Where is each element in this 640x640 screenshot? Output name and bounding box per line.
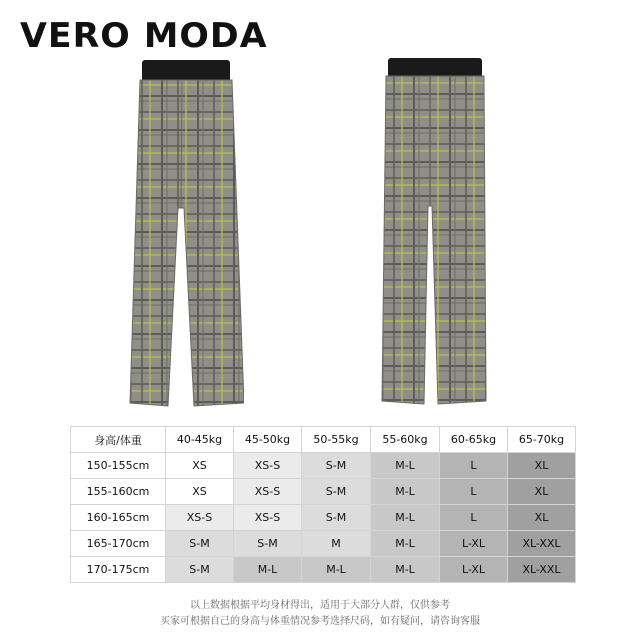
size-cell: L-XL	[440, 557, 508, 583]
weight-column-header: 45-50kg	[234, 427, 302, 453]
size-cell: XL	[508, 479, 576, 505]
size-chart-table	[70, 426, 576, 583]
size-cell: L	[440, 479, 508, 505]
size-cell: M-L	[371, 453, 440, 479]
size-cell: M-L	[371, 531, 440, 557]
size-cell: XL	[508, 453, 576, 479]
size-cell: XS-S	[234, 505, 302, 531]
corner-label: 身高/体重	[71, 427, 166, 453]
size-cell: L-XL	[440, 531, 508, 557]
size-cell: M	[302, 531, 371, 557]
size-cell: XS	[166, 479, 234, 505]
size-cell: M-L	[234, 557, 302, 583]
size-cell: S-M	[234, 531, 302, 557]
size-cell: L	[440, 453, 508, 479]
size-cell: S-M	[302, 479, 371, 505]
height-row-header: 165-170cm	[71, 531, 166, 557]
table-row	[71, 557, 576, 583]
size-cell: S-M	[166, 557, 234, 583]
size-cell: XL-XXL	[508, 531, 576, 557]
size-cell: S-M	[166, 531, 234, 557]
size-cell: M-L	[371, 557, 440, 583]
table-row	[71, 479, 576, 505]
note-line: 买家可根据自己的身高与体重情况参考选择尺码，如有疑问，请咨询客服	[160, 616, 480, 627]
height-row-header: 150-155cm	[71, 453, 166, 479]
height-row-header: 170-175cm	[71, 557, 166, 583]
size-cell: S-M	[302, 505, 371, 531]
weight-column-header: 60-65kg	[440, 427, 508, 453]
size-cell: M-L	[371, 479, 440, 505]
weight-column-header: 55-60kg	[371, 427, 440, 453]
note-line: 以上数据根据平均身材得出，适用于大部分人群，仅供参考	[190, 600, 450, 611]
table-row	[71, 505, 576, 531]
size-cell: XS	[166, 453, 234, 479]
weight-column-header: 50-55kg	[302, 427, 371, 453]
size-cell: M-L	[371, 505, 440, 531]
size-cell: XS-S	[234, 453, 302, 479]
size-cell: M-L	[302, 557, 371, 583]
table-row	[71, 453, 576, 479]
size-cell: S-M	[302, 453, 371, 479]
size-cell: XL	[508, 505, 576, 531]
size-cell: XS-S	[166, 505, 234, 531]
weight-column-header: 40-45kg	[166, 427, 234, 453]
size-chart-notes	[0, 598, 640, 630]
size-cell: XL-XXL	[508, 557, 576, 583]
product-image-back	[372, 56, 496, 406]
height-row-header: 160-165cm	[71, 505, 166, 531]
weight-column-header: 65-70kg	[508, 427, 576, 453]
size-cell: XS-S	[234, 479, 302, 505]
product-image-front	[120, 58, 244, 410]
size-cell: L	[440, 505, 508, 531]
height-row-header: 155-160cm	[71, 479, 166, 505]
table-row	[71, 531, 576, 557]
size-chart-header-row	[71, 427, 576, 453]
brand-logo: VERO MODA	[20, 16, 268, 56]
